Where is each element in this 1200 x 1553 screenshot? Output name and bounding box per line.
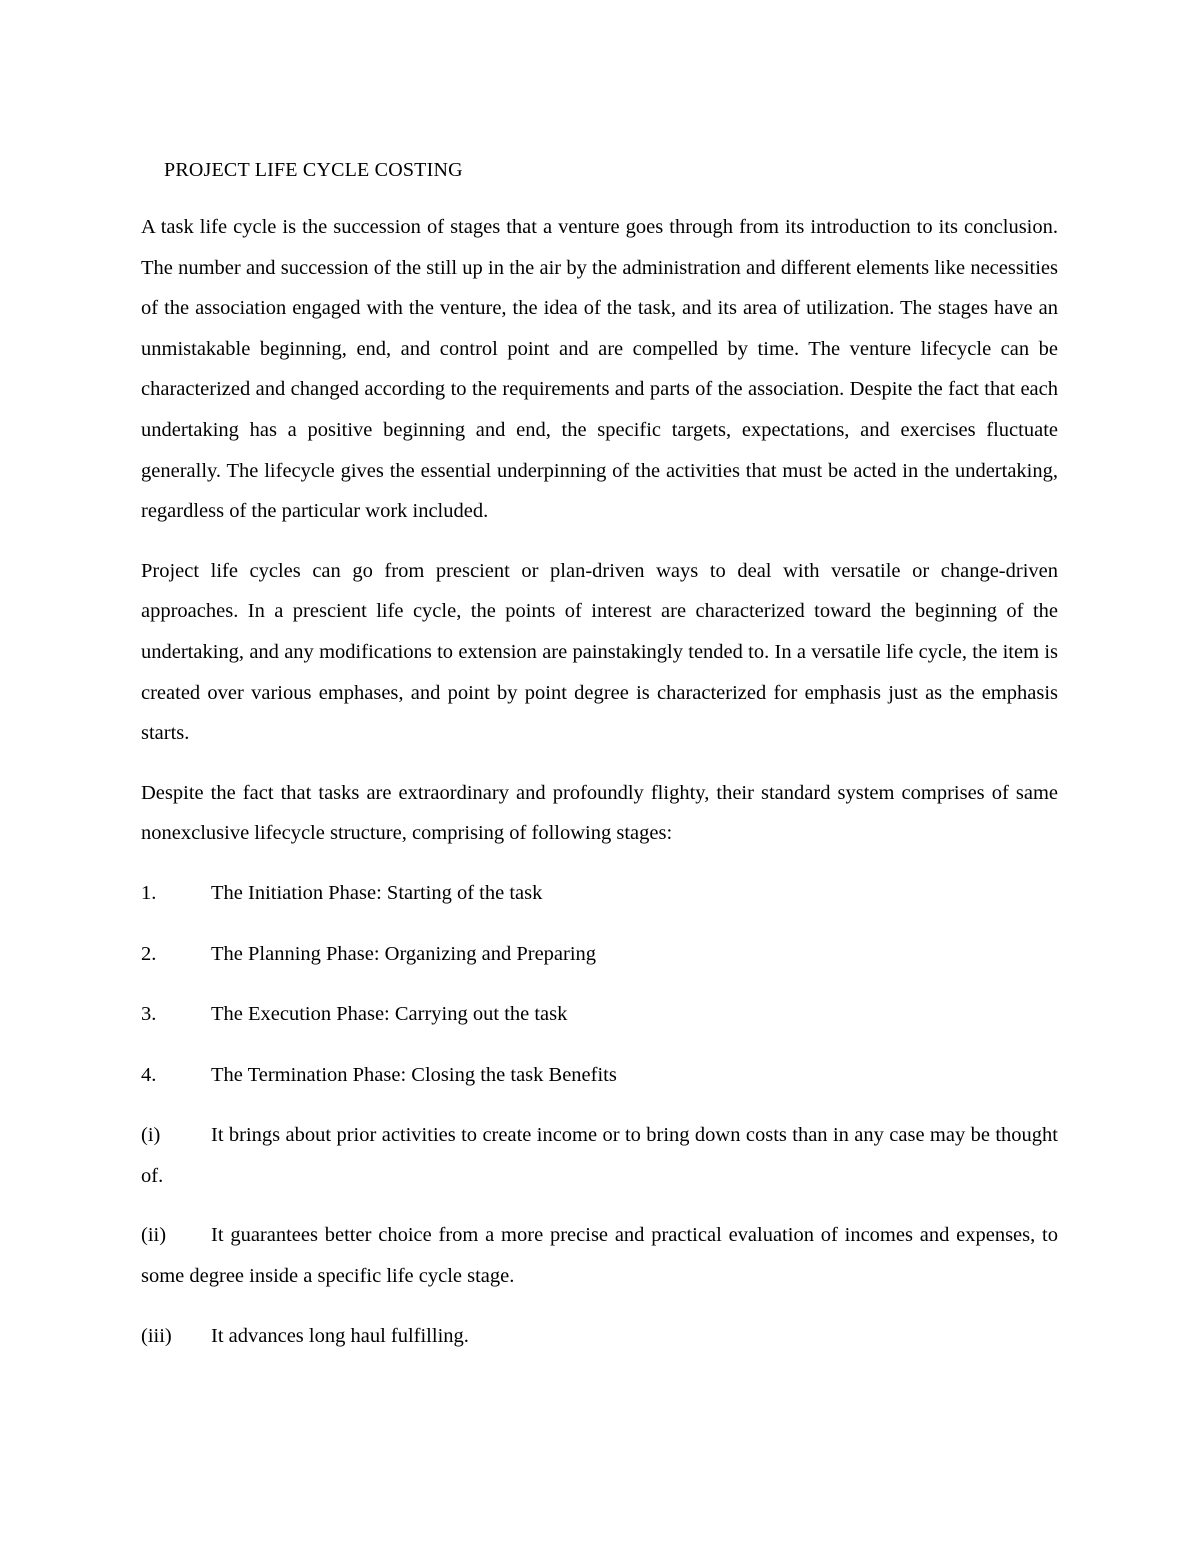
phase-item	[141, 934, 1058, 975]
phase-text: The Initiation Phase: Starting of the task	[211, 881, 543, 904]
benefit-item	[141, 1115, 1058, 1196]
phase-item	[141, 1055, 1058, 1096]
benefit-number: (ii)	[141, 1224, 167, 1247]
phase-number: 2.	[141, 942, 157, 965]
document-title: PROJECT LIFE CYCLE COSTING	[164, 159, 463, 181]
paragraph-approaches: Project life cycles can go from prescient or plan-driven ways to deal with versatile or change-driven approaches. In a prescient life cycle, the points of interest are characterized toward the beginning of the undertaking, and any modifications to extension are painstakingly tended to. In a versatile life cycle, the item is created over various emphases, and point by point degree is characterized for emphasis just as the emphasis starts.	[141, 559, 1058, 745]
phase-number: 4.	[141, 1063, 157, 1086]
benefit-text: It brings about prior activities to create income or to bring down costs than in any case may be thought of.	[141, 1124, 1058, 1187]
benefit-number: (iii)	[141, 1324, 172, 1347]
benefit-item	[141, 1215, 1058, 1296]
phase-item	[141, 873, 1058, 914]
benefit-text: It guarantees better choice from a more precise and practical evaluation of incomes and expenses, to some degree inside a specific life cycle stage.	[141, 1224, 1058, 1288]
phase-number: 1.	[141, 881, 157, 904]
phase-text: The Execution Phase: Carrying out the task	[211, 1003, 568, 1026]
phase-text: The Termination Phase: Closing the task Benefits	[211, 1063, 617, 1086]
document-page	[141, 150, 1058, 1375]
benefit-item	[141, 1316, 1058, 1357]
phase-item	[141, 994, 1058, 1035]
paragraph-intro: A task life cycle is the succession of stages that a venture goes through from its introduction to its conclusion. The number and succession of the still up in the air by the administration and different elements like necessities of the association engaged with the venture, the idea of the task, and its area of utilization. The stages have an unmistakable beginning, end, and control point and are compelled by time. The venture lifecycle can be characterized and changed according to the requirements and parts of the association. Despite the fact that each undertaking has a positive beginning and end, the specific targets, expectations, and exercises fluctuate generally. The lifecycle gives the essential underpinning of the activities that must be acted in the undertaking, regardless of the particular work included.	[141, 216, 1058, 523]
phase-text: The Planning Phase: Organizing and Preparing	[211, 942, 597, 965]
benefit-text: It advances long haul fulfilling.	[211, 1324, 469, 1347]
phase-number: 3.	[141, 1003, 157, 1026]
benefit-number: (i)	[141, 1124, 161, 1147]
paragraph-stages-intro: Despite the fact that tasks are extraordinary and profoundly flighty, their standard system comprises of same nonexclusive lifecycle structure, comprising of following stages:	[141, 781, 1058, 845]
